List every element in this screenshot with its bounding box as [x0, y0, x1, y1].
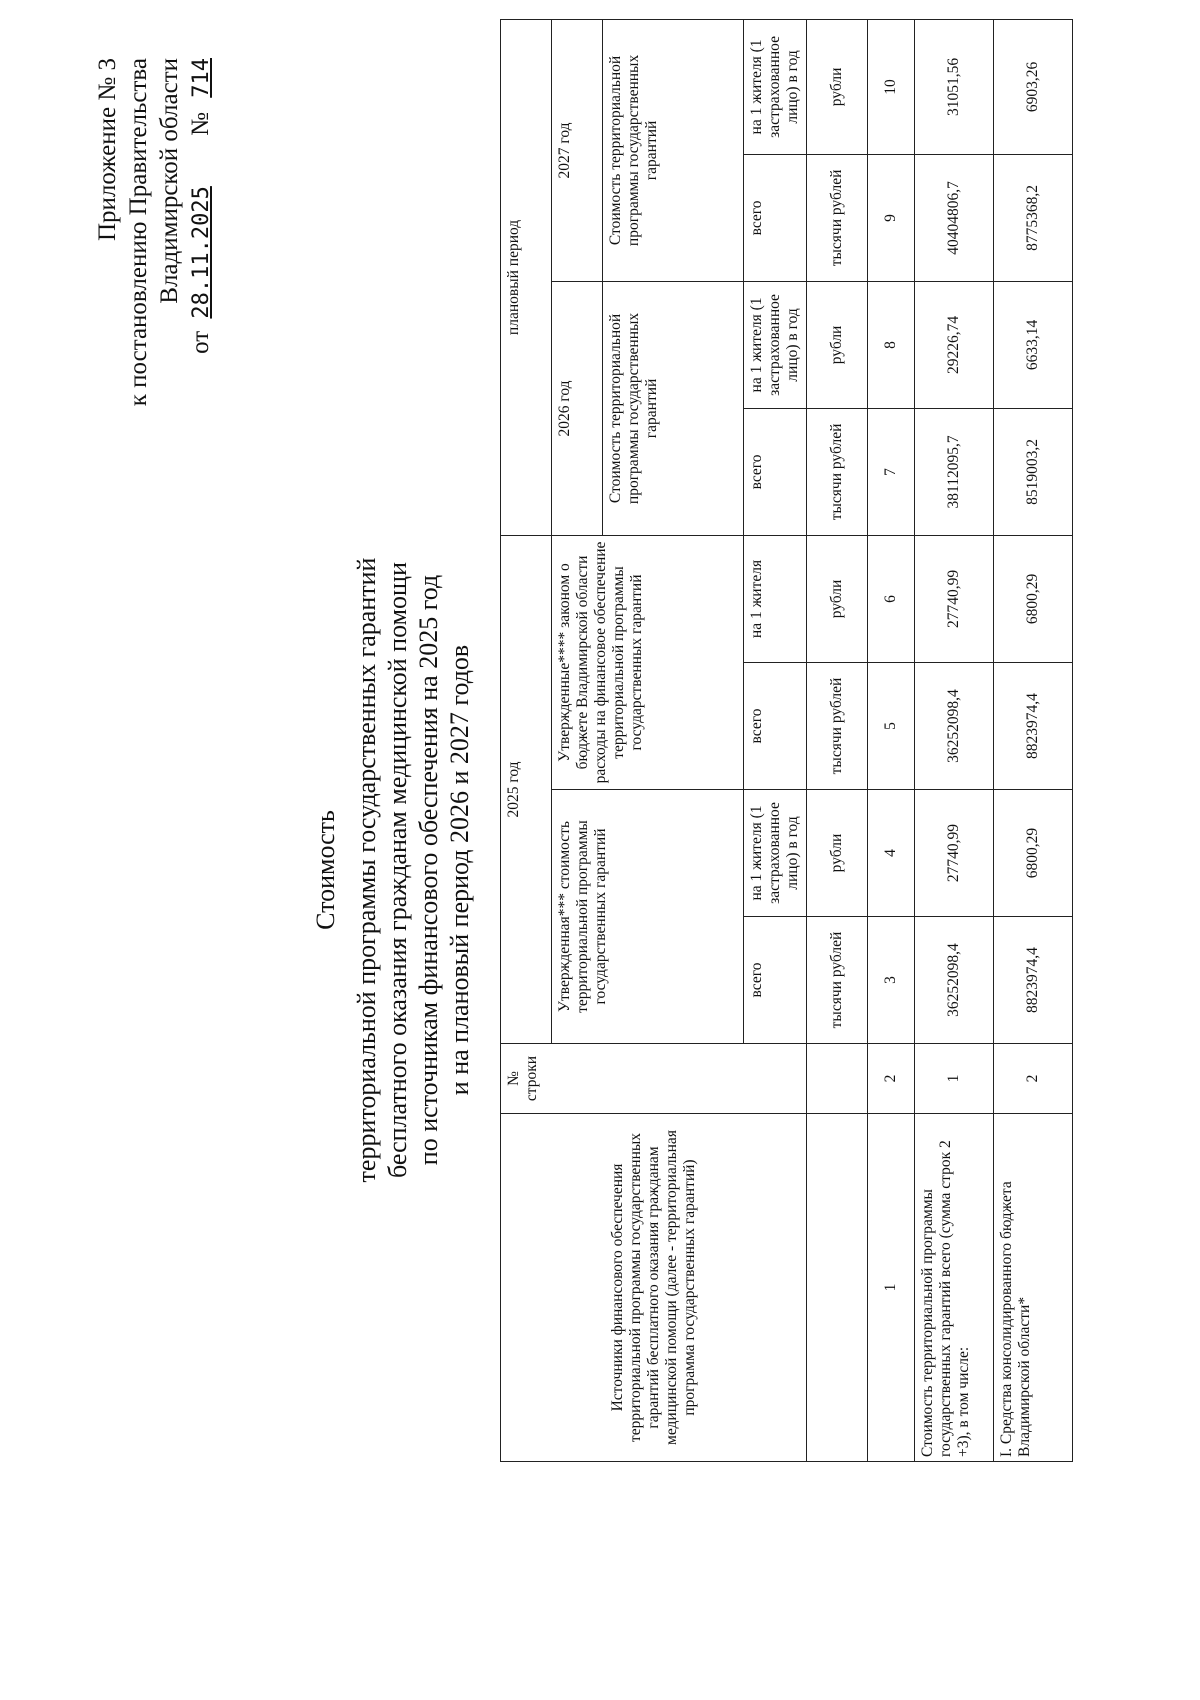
cell-value: 6903,26: [994, 19, 1073, 154]
cell-value: 8775368,2: [994, 154, 1073, 281]
header-year-2027: 2027 год: [552, 19, 603, 281]
cost-table: [500, 19, 1073, 1462]
cell-value: 6633,14: [994, 281, 1073, 408]
col-number: 7: [868, 408, 915, 535]
title-line-2: территориальной программы государственных гарантий: [352, 557, 381, 1183]
cell-value: 36252098,4: [915, 663, 994, 790]
header-per-resident-insured: на 1 жителя (1 застрахованное лицо) в год: [744, 790, 807, 917]
unit-empty: [807, 1114, 868, 1462]
unit-thousand: тысячи рублей: [807, 663, 868, 790]
header-total: всего: [744, 408, 807, 535]
decree-date: 28.11.2025: [189, 186, 214, 319]
cell-value: 8823974,4: [994, 917, 1073, 1044]
unit-rub: рубли: [807, 19, 868, 154]
document-title: [310, 420, 475, 1320]
table-row: [994, 19, 1073, 1461]
appendix-date-line: [185, 58, 217, 478]
unit-rub: рубли: [807, 281, 868, 408]
cell-value: 6800,29: [994, 535, 1073, 662]
col-number: 10: [868, 19, 915, 154]
cell-value: 29226,74: [915, 281, 994, 408]
header-total: всего: [744, 917, 807, 1044]
header-total: всего: [744, 663, 807, 790]
col-number: 4: [868, 790, 915, 917]
appendix-title: Приложение № 3: [94, 58, 121, 242]
cell-value: 38112095,7: [915, 408, 994, 535]
header-row-1: [501, 19, 552, 1461]
column-numbers-row: [868, 19, 915, 1461]
decree-number: 714: [189, 58, 214, 98]
date-prefix: от: [187, 330, 214, 354]
units-row: [807, 19, 868, 1461]
col-number: 1: [868, 1114, 915, 1462]
col-number: 2: [868, 1044, 915, 1114]
row-number: 1: [915, 1044, 994, 1114]
header-approved-law: Утвержденные**** законом о бюджете Владимирской области расходы на финансовое обеспечение территориальной программы государственных гарантий: [552, 535, 744, 789]
header-total: всего: [744, 154, 807, 281]
header-cost-2026: Стоимость территориальной программы государственных гарантий: [603, 281, 744, 535]
cost-table-wrapper: [500, 20, 1073, 1462]
header-year-2026: 2026 год: [552, 281, 603, 535]
cell-value: 31051,56: [915, 19, 994, 154]
cell-value: 6800,29: [994, 790, 1073, 917]
header-row-number: № строки: [501, 1044, 807, 1114]
col-number: 6: [868, 535, 915, 662]
header-approved-cost: Утвержденная*** стоимость территориальной программы государственных гарантий: [552, 790, 744, 1044]
unit-rub: рубли: [807, 535, 868, 662]
unit-rub: рубли: [807, 790, 868, 917]
header-cost-2027: Стоимость территориальной программы государственных гарантий: [603, 19, 744, 281]
appendix-region: Владимирской области: [156, 58, 183, 304]
cell-value: 8519003,2: [994, 408, 1073, 535]
col-number: 5: [868, 663, 915, 790]
title-line-4: по источникам финансового обеспечения на 2025 год: [414, 574, 443, 1166]
row-label: Стоимость территориальной программы государственных гарантий всего (сумма строк 2 +3), в том числе:: [915, 1114, 994, 1462]
unit-thousand: тысячи рублей: [807, 917, 868, 1044]
row-label: I. Средства консолидированного бюджета Владимирской области*: [994, 1114, 1073, 1462]
col-number: 8: [868, 281, 915, 408]
unit-empty: [807, 1044, 868, 1114]
row-number: 2: [994, 1044, 1073, 1114]
appendix-header: [92, 58, 217, 478]
header-year-2025: 2025 год: [501, 535, 552, 1043]
col-number: 9: [868, 154, 915, 281]
title-line-3: бесплатного оказания гражданам медицинской помощи: [383, 562, 412, 1178]
title-line-5: и на плановый период 2026 и 2027 годов: [445, 644, 474, 1096]
cell-value: 36252098,4: [915, 917, 994, 1044]
cell-value: 40404806,7: [915, 154, 994, 281]
unit-thousand: тысячи рублей: [807, 408, 868, 535]
cell-value: 27740,99: [915, 535, 994, 662]
table-row: [915, 19, 994, 1461]
appendix-decree: к постановлению Правительства: [125, 58, 152, 407]
col-number: 3: [868, 917, 915, 1044]
cell-value: 27740,99: [915, 790, 994, 917]
cell-value: 8823974,4: [994, 663, 1073, 790]
header-per-resident-insured: на 1 жителя (1 застрахованное лицо) в год: [744, 19, 807, 154]
title-line-1: Стоимость: [311, 810, 340, 930]
header-source: Источники финансового обеспечения территориальной программы государственных гарантий бесплатного оказания гражданам медицинской помощи (далее - территориальная программа государственных гарантий): [501, 1114, 807, 1462]
number-prefix: №: [187, 112, 214, 136]
unit-thousand: тысячи рублей: [807, 154, 868, 281]
header-planned-period: плановый период: [501, 19, 552, 535]
header-per-resident-insured: на 1 жителя (1 застрахованное лицо) в год: [744, 281, 807, 408]
header-per-resident: на 1 жителя: [744, 535, 807, 662]
